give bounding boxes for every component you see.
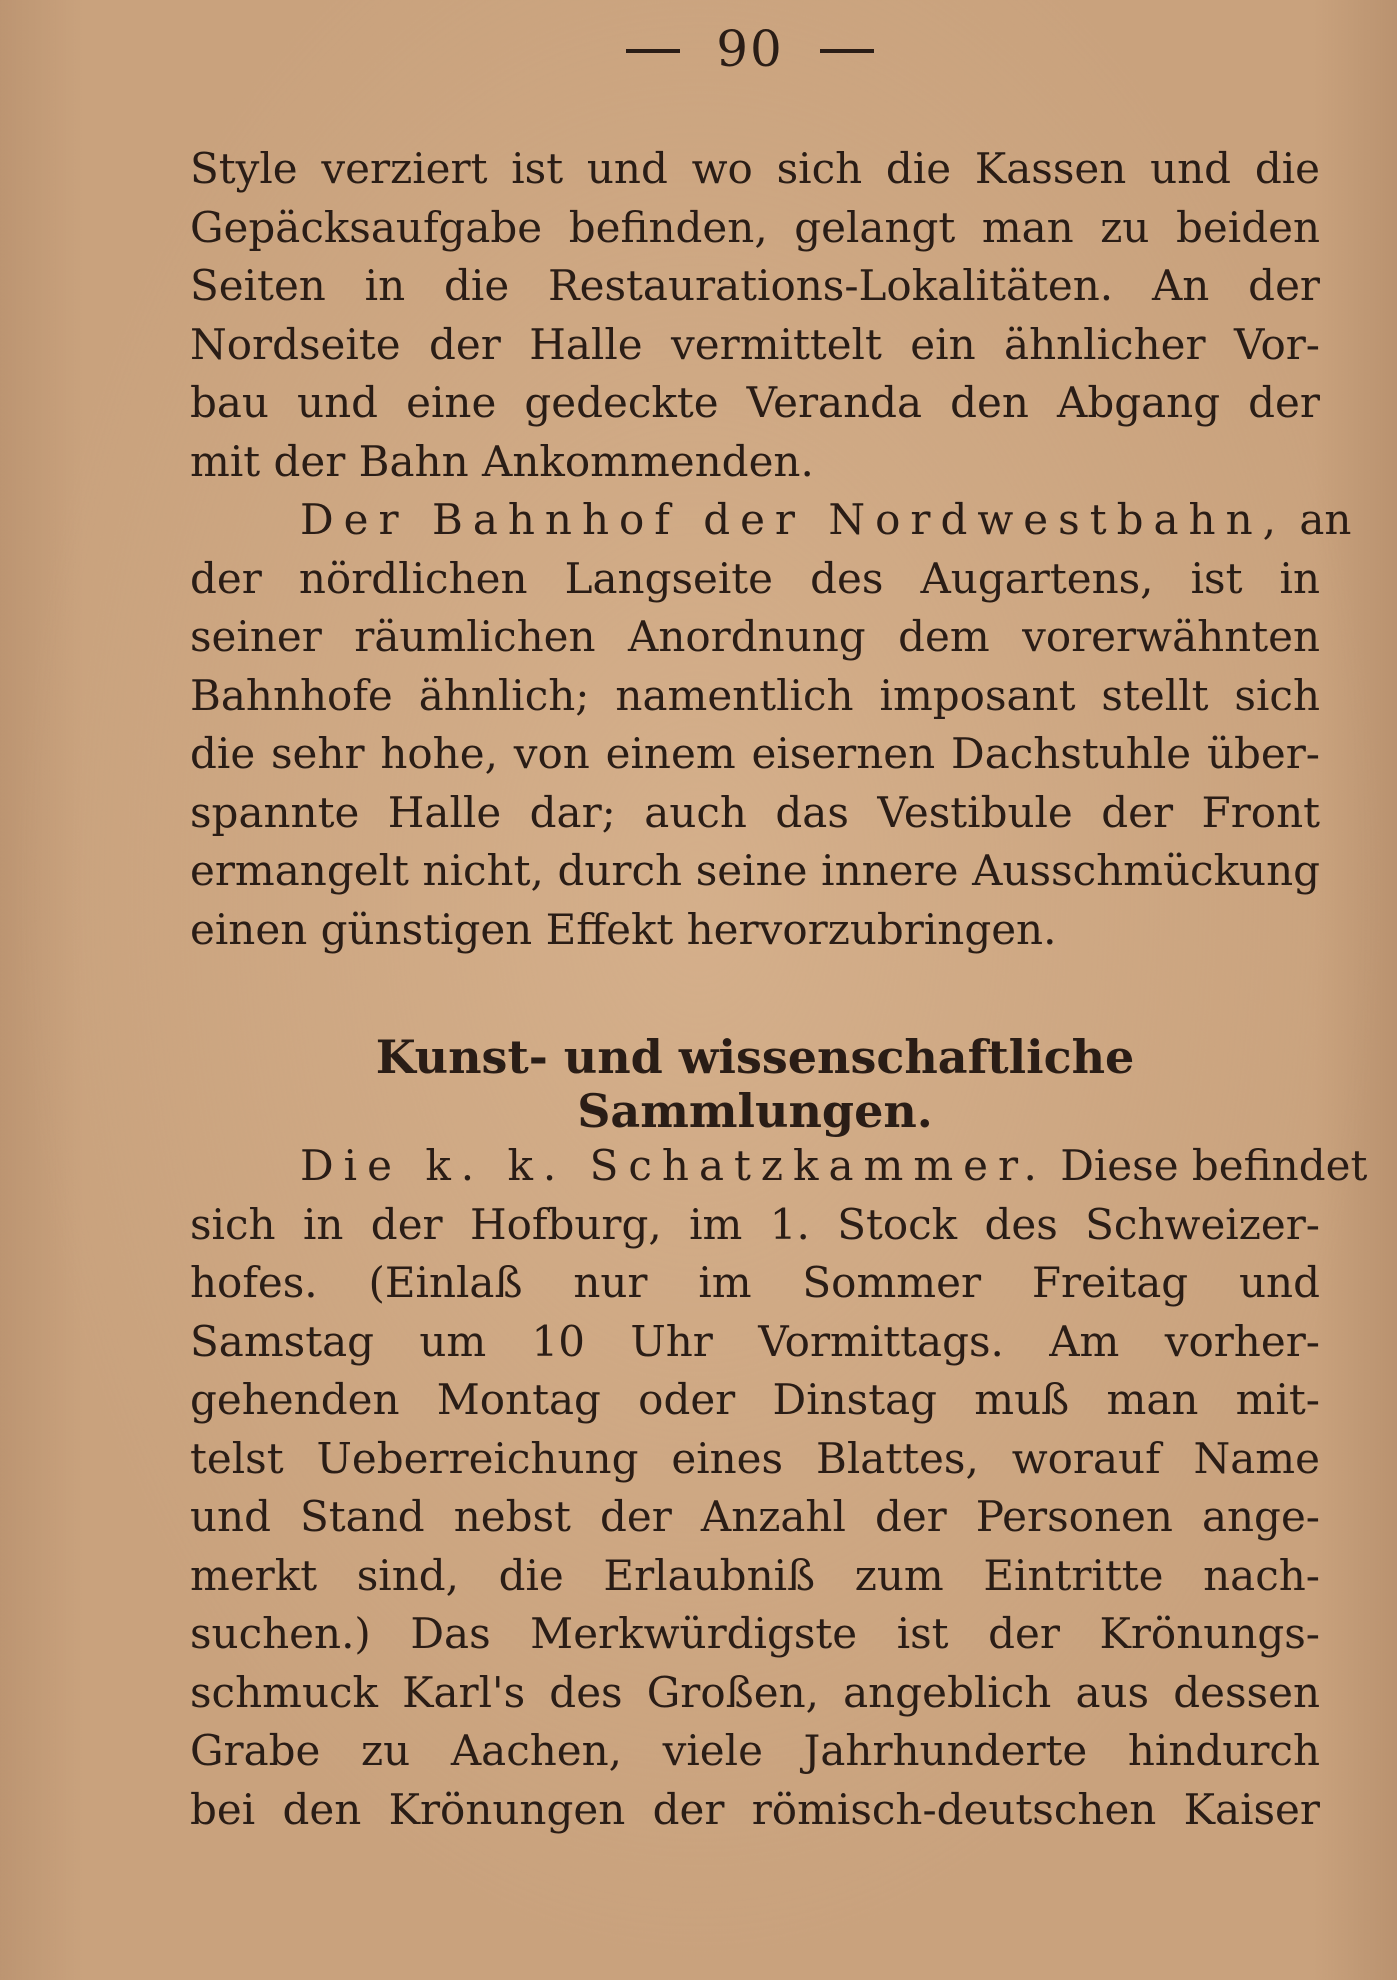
text-line: gehenden Montag oder Dinstag muß man mit- xyxy=(190,1375,1320,1424)
text-line: und Stand nebst der Anzahl der Personen ange- xyxy=(190,1492,1320,1541)
text-line: Seiten in die Restaurations-Lokalitäten. An der xyxy=(190,261,1320,310)
dash-right xyxy=(820,49,874,53)
section-heading: Kunst- und wissenschaftliche Sammlungen. xyxy=(375,1030,1135,1138)
text-line: mit der Bahn Ankommenden. xyxy=(190,436,814,486)
page-number xyxy=(0,20,1397,78)
text-line: Gepäcksaufgabe befinden, gelangt man zu beiden xyxy=(190,202,1320,252)
text-line: die sehr hohe, von einem eisernen Dachstuhle über- xyxy=(190,729,1320,778)
text-line: Bahnhofe ähnlich; namentlich imposant stellt sich xyxy=(190,670,1320,720)
text-fragment: Diese befindet xyxy=(1060,1141,1368,1190)
text-line: schmuck Karl's des Großen, angeblich aus dessen xyxy=(190,1667,1320,1717)
text-line: Samstag um 10 Uhr Vormittags. Am vorher- xyxy=(190,1316,1320,1366)
text-line: sich in der Hofburg, im 1. Stock des Schweizer- xyxy=(190,1199,1320,1249)
text-line: spannte Halle dar; auch das Vestibule der Front xyxy=(190,787,1320,837)
text-line: ermangelt nicht, durch seine innere Ausschmückung xyxy=(190,846,1320,895)
paragraph-opening xyxy=(190,1137,1368,1196)
emphasized-title: Der Bahnhof der Nordwestbahn, xyxy=(300,495,1286,544)
dash-left xyxy=(626,49,680,53)
text-line: der nördlichen Langseite des Augartens, ist in xyxy=(190,553,1320,603)
text-line: Nordseite der Halle vermittelt ein ähnlicher Vor- xyxy=(190,319,1320,369)
text-line: suchen.) Das Merkwürdigste ist der Krönungs- xyxy=(190,1609,1320,1658)
page-number-value: 90 xyxy=(716,20,784,78)
text-line: bei den Krönungen der römisch-deutschen Kaiser xyxy=(190,1784,1320,1834)
text-fragment: an xyxy=(1299,495,1352,544)
text-line: bau und eine gedeckte Veranda den Abgang der xyxy=(190,378,1320,427)
text-line: Grabe zu Aachen, viele Jahrhunderte hindurch xyxy=(190,1726,1320,1775)
text-line: merkt sind, die Erlaubniß zum Eintritte nach- xyxy=(190,1550,1320,1600)
paragraph-opening xyxy=(190,491,1352,550)
text-line: seiner räumlichen Anordnung dem vorerwähnten xyxy=(190,612,1320,661)
text-line: einen günstigen Effekt hervorzubringen. xyxy=(190,904,1057,954)
emphasized-title: Die k. k. Schatzkammer. xyxy=(300,1141,1047,1190)
text-line: Style verziert ist und wo sich die Kassen und die xyxy=(190,144,1320,193)
text-line: hofes. (Einlaß nur im Sommer Freitag und xyxy=(190,1258,1320,1307)
text-line: telst Ueberreichung eines Blattes, worauf Name xyxy=(190,1433,1320,1483)
body-text-top xyxy=(190,140,1352,959)
body-text-bottom xyxy=(190,1137,1368,1839)
